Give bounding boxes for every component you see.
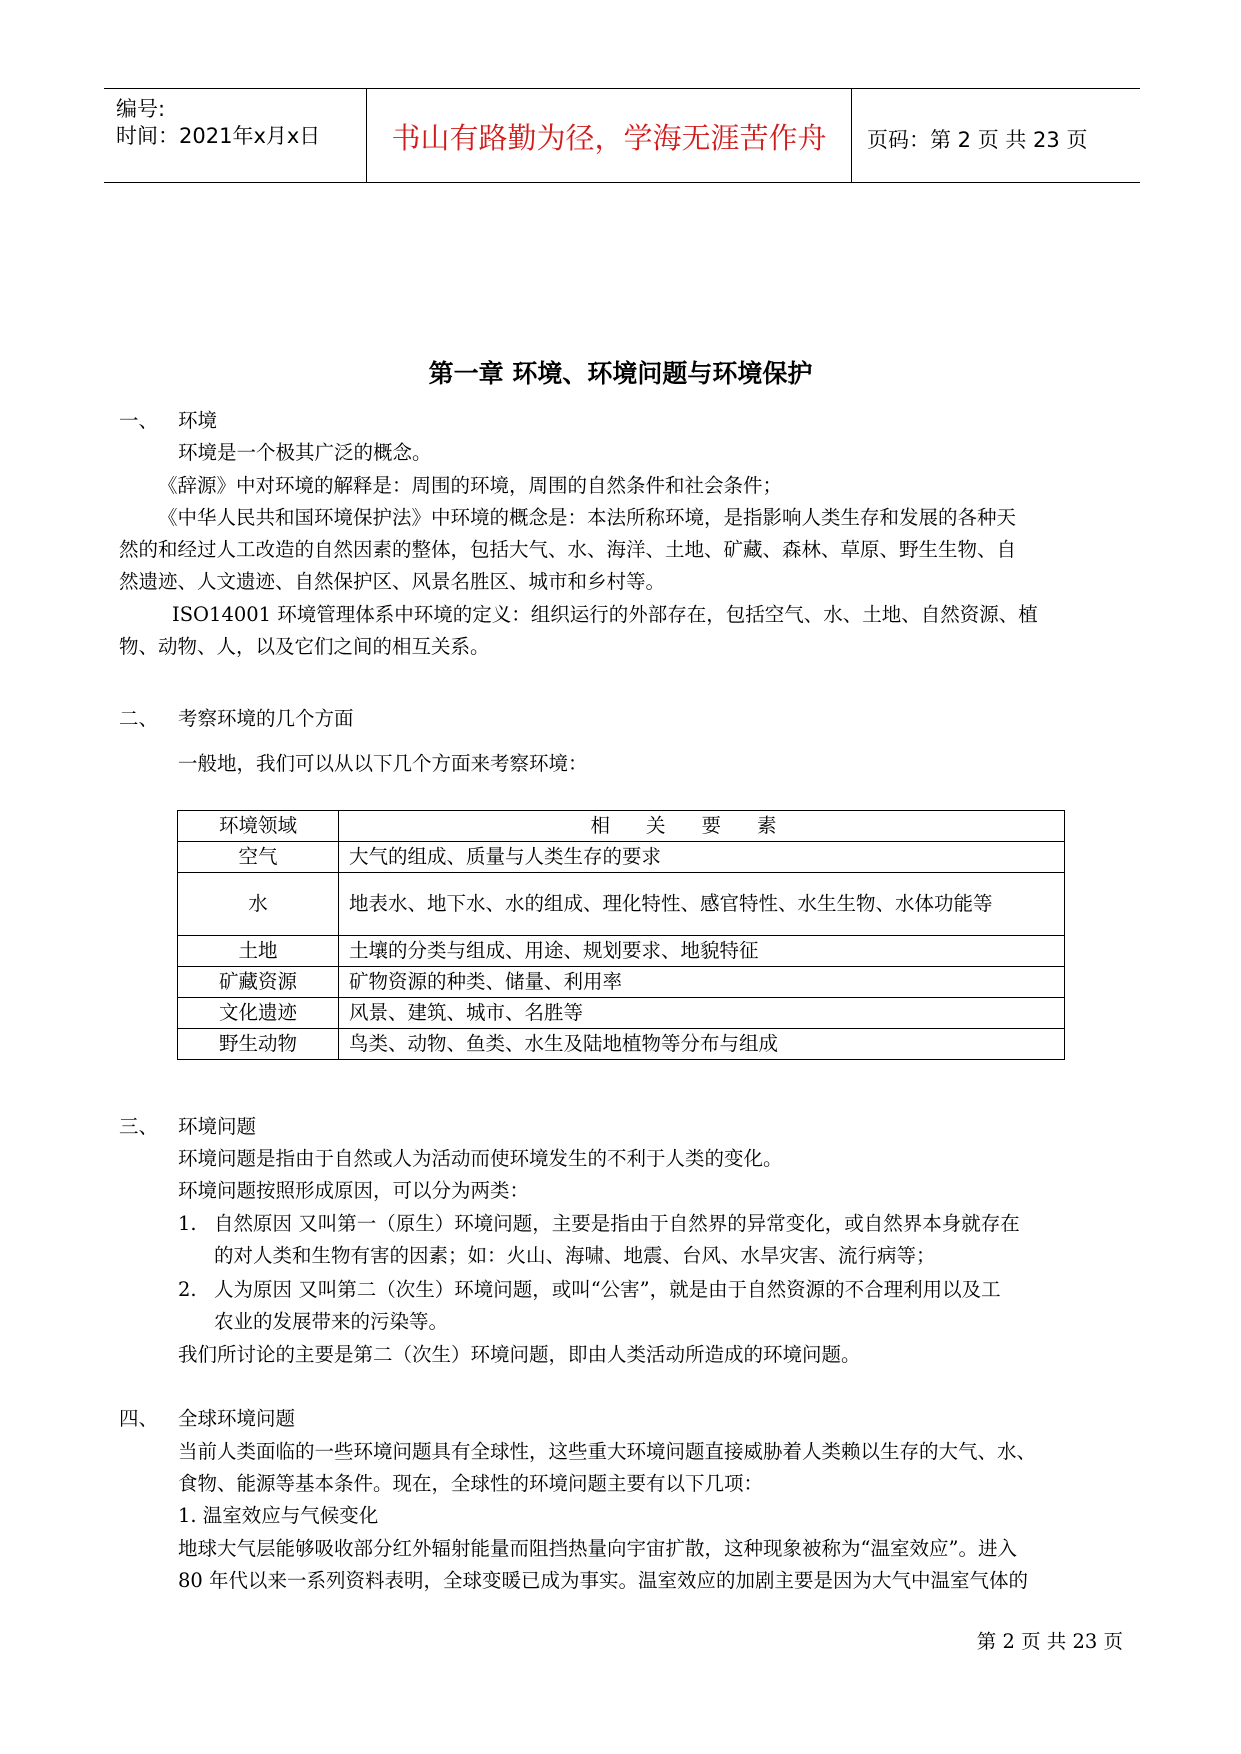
number-label: 编号: bbox=[116, 97, 166, 121]
table-row bbox=[178, 842, 1065, 873]
document-header bbox=[104, 88, 1140, 183]
motto: 书山有路勤为径，学海无涯苦作舟 bbox=[391, 121, 827, 155]
table-cell: 土壤的分类与组成、用途、规划要求、地貌特征 bbox=[339, 936, 1065, 967]
paragraph-line: 我们所讨论的主要是第二（次生）环境问题，即由人类活动所造成的环境问题。 bbox=[178, 1343, 861, 1366]
paragraph-line: 环境问题是指由于自然或人为活动而使环境发生的不利于人类的变化。 bbox=[178, 1147, 783, 1170]
paragraph-line: 然遗迹、人文遗迹、自然保护区、风景名胜区、城市和乡村等。 bbox=[119, 570, 666, 593]
table-cell: 大气的组成、质量与人类生存的要求 bbox=[339, 842, 1065, 873]
table-row bbox=[178, 998, 1065, 1029]
paragraph-line: 环境问题按照形成原因，可以分为两类： bbox=[178, 1179, 530, 1202]
header-page-cell bbox=[853, 89, 1140, 182]
header-meta-cell bbox=[104, 89, 367, 182]
table-cell: 地表水、地下水、水的组成、理化特性、感官特性、水生生物、水体功能等 bbox=[339, 873, 1065, 936]
section-number: 二、 bbox=[119, 707, 159, 730]
paragraph-line: 地球大气层能够吸收部分红外辐射能量而阻挡热量向宇宙扩散，这种现象被称为“温室效应”。进入 bbox=[178, 1537, 1017, 1560]
paragraph-line: 当前人类面临的一些环境问题具有全球性，这些重大环境问题直接威胁着人类赖以生存的大气、水、 bbox=[178, 1440, 1037, 1463]
section-heading: 考察环境的几个方面 bbox=[178, 707, 354, 730]
section-number: 一、 bbox=[119, 409, 159, 432]
list-item-line: 农业的发展带来的污染等。 bbox=[214, 1310, 449, 1333]
list-item-line: 自然原因 又叫第一（原生）环境问题，主要是指由于自然界的异常变化，或自然界本身就存在 bbox=[214, 1212, 1020, 1235]
table-header-row bbox=[178, 811, 1065, 842]
table-cell: 文化遗迹 bbox=[178, 998, 339, 1029]
page-label: 页码：第 2 页 共 23 页 bbox=[867, 128, 1088, 152]
list-item-line: 人为原因 又叫第二（次生）环境问题，或叫“公害”，就是由于自然资源的不合理利用以及工 bbox=[214, 1278, 1001, 1301]
paragraph-line: ISO14001 环境管理体系中环境的定义：组织运行的外部存在，包括空气、水、土地、自然资源、植 bbox=[172, 603, 1038, 626]
paragraph-line: 食物、能源等基本条件。现在，全球性的环境问题主要有以下几项： bbox=[178, 1472, 764, 1495]
section-heading: 全球环境问题 bbox=[178, 1407, 296, 1430]
table-row bbox=[178, 873, 1065, 936]
table-header-cell: 相关要素 bbox=[339, 811, 1065, 842]
table-cell: 矿物资源的种类、储量、利用率 bbox=[339, 967, 1065, 998]
list-item-line: 的对人类和生物有害的因素；如：火山、海啸、地震、台风、水旱灾害、流行病等； bbox=[214, 1244, 936, 1267]
header-motto-cell bbox=[367, 89, 852, 182]
table-cell: 鸟类、动物、鱼类、水生及陆地植物等分布与组成 bbox=[339, 1029, 1065, 1060]
table-row bbox=[178, 936, 1065, 967]
table-cell: 野生动物 bbox=[178, 1029, 339, 1060]
table-header-cell: 环境领域 bbox=[178, 811, 339, 842]
paragraph-line: 环境是一个极其广泛的概念。 bbox=[178, 441, 432, 464]
table-row bbox=[178, 1029, 1065, 1060]
list-item-number: 2. bbox=[178, 1278, 197, 1301]
table-cell: 风景、建筑、城市、名胜等 bbox=[339, 998, 1065, 1029]
paragraph-line: 然的和经过人工改造的自然因素的整体，包括大气、水、海洋、土地、矿藏、森林、草原、野生生物、自 bbox=[119, 538, 1017, 561]
paragraph-line: 《中华人民共和国环境保护法》中环境的概念是：本法所称环境，是指影响人类生存和发展的各种天 bbox=[158, 506, 1017, 529]
time-label: 时间：2021年x月x日 bbox=[116, 124, 321, 148]
section-heading: 环境 bbox=[178, 409, 218, 432]
list-item-number: 1. bbox=[178, 1212, 197, 1235]
table-cell: 空气 bbox=[178, 842, 339, 873]
section-heading: 环境问题 bbox=[178, 1115, 257, 1138]
section-number: 三、 bbox=[119, 1115, 159, 1138]
page-footer: 第 2 页 共 23 页 bbox=[976, 1630, 1123, 1653]
chapter-title: 第一章 环境、环境问题与环境保护 bbox=[428, 359, 813, 388]
paragraph-line: 《辞源》中对环境的解释是：周围的环境，周围的自然条件和社会条件； bbox=[158, 474, 783, 497]
paragraph-line: 物、动物、人，以及它们之间的相互关系。 bbox=[119, 635, 490, 658]
table-cell: 矿藏资源 bbox=[178, 967, 339, 998]
table-row bbox=[178, 967, 1065, 998]
table-cell: 土地 bbox=[178, 936, 339, 967]
section-number: 四、 bbox=[119, 1407, 159, 1430]
subsection-heading: 1. 温室效应与气候变化 bbox=[178, 1504, 379, 1527]
environment-table bbox=[177, 810, 1065, 1060]
paragraph-line: 一般地，我们可以从以下几个方面来考察环境： bbox=[178, 752, 588, 775]
paragraph-line: 80 年代以来一系列资料表明，全球变暖已成为事实。温室效应的加剧主要是因为大气中温室气体的 bbox=[178, 1569, 1029, 1592]
table-cell: 水 bbox=[178, 873, 339, 936]
